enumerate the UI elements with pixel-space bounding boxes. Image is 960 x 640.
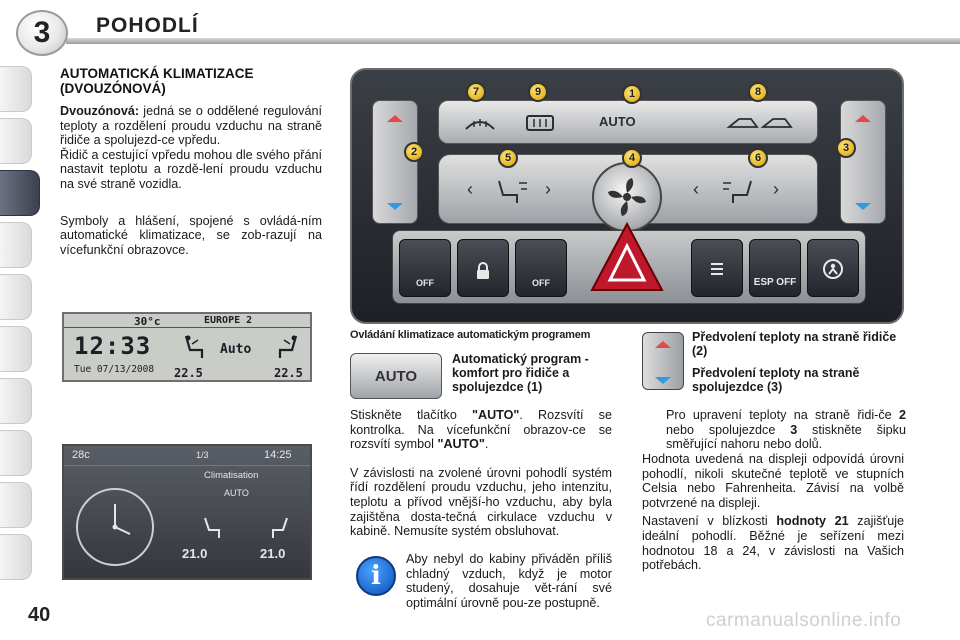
climate-mode: AUTO [224,488,249,498]
chapter-number-badge: 3 [16,10,68,56]
auto-description: V závislosti na zvolené úrovni pohodlí systém řídí rozdělení proudu vzduchu, jeho intenzitu, teplotu a přívod vnější-ho vzduchu, aby byla zajištěna dosta-tečná cirkulace vzduchu v kabině. Nemusíte systém obsluhovat. [350,465,612,539]
callout-7: 7 [466,82,486,102]
callout-5: 5 [498,148,518,168]
side-tab-9[interactable] [0,482,32,528]
child-safety-button[interactable] [807,239,859,297]
callout-1: 1 [622,84,642,104]
air-recirculation-icon[interactable] [725,113,795,133]
esp-off-button[interactable]: ESP OFF [749,239,801,297]
display-value-paragraph: Hodnota uvedená na displeji odpovídá úrovni pohodlí, nikoli skutečné teplotě ve stupních Celsia nebo Fahrenheita. Závisí na volbě potvrzené na displeji. [642,452,904,510]
number-3: 3 [790,422,798,437]
paragraph-2: Řidič a cestující vpředu mohou dle svého přání nastavit teplotu a rozdě-lení proudu vzduchu na své straně vozidla. [60,147,322,191]
chapter-side-tabs [0,66,46,576]
section-title-line2: (DVOUZÓNOVÁ) [60,81,166,96]
panel-caption: Ovládání klimatizace automatickým programem [350,329,591,341]
panel-top-button-row [438,100,818,144]
paragraph-3: Symboly a hlášení, spojené s ovládá-ním automatické klimatizace, se zob-razují na vícefunkční obrazovce. [60,213,322,257]
multifunction-display-mono [62,312,312,382]
side-tab-3-active[interactable] [0,170,40,216]
exterior-temp: 28c [72,449,90,461]
auto-program-heading: Automatický program - komfort pro řidiče a spolujezdce (1) [452,352,589,394]
side-tab-10[interactable] [0,534,32,580]
number-2: 2 [898,408,906,422]
child-lock-icon [822,258,844,280]
passenger-temp-rocker[interactable] [840,100,886,224]
text-fragment: Nastavení v blízkosti [642,514,777,529]
bullet-text [666,408,906,452]
auto-button-image: AUTO [350,353,442,399]
side-tab-4[interactable] [0,222,32,268]
chevron-left-icon[interactable]: ‹ [467,179,473,199]
chapter-title: POHODLÍ [96,14,199,37]
windscreen-demist-icon[interactable] [463,113,497,133]
watermark: carmanualsonline.info [706,610,902,631]
right-column [642,452,904,573]
auto-button-label[interactable]: AUTO [599,114,636,129]
chevron-right-icon[interactable]: › [545,179,551,199]
text-fragment: . [484,437,489,452]
side-tab-5[interactable] [0,274,32,320]
page-indicator: 1/3 [196,450,209,460]
callout-3: 3 [836,138,856,158]
temp-adjust-bullet [644,408,906,452]
central-lock-button[interactable] [457,239,509,297]
chevron-left-icon[interactable]: ‹ [693,179,699,199]
arrow-down-icon [655,377,671,384]
text-fragment: Stiskněte tlačítko [350,408,472,422]
date-text: Tue 07/13/2008 [74,364,155,375]
driver-air-distribution-icon[interactable] [491,177,531,205]
text-fragment: zajišťuje ideální pohodlí. Běžné je seřízení mezi hodnotou 18 a 24, v závislosti na Vašich potřebách. [642,514,904,573]
driver-temp-rocker[interactable] [372,100,418,224]
park-assist-off-button[interactable]: OFF [399,239,451,297]
callout-2: 2 [404,142,424,162]
callout-4: 4 [622,148,642,168]
multifunction-display-color [62,444,312,580]
page-number: 40 [28,604,51,626]
suspension-button[interactable] [691,239,743,297]
lock-icon [475,262,491,280]
display-top-bar [64,446,310,466]
side-tab-8[interactable] [0,430,32,476]
text-fragment: Pro upravení teploty na straně řidi-če [666,408,899,422]
header-bar [66,38,960,44]
clock-time: 14:25 [264,449,292,461]
rear-demist-icon[interactable] [523,113,557,133]
climate-label: Climatisation [204,470,259,481]
suspension-icon [708,260,726,278]
callout-9: 9 [528,82,548,102]
intro-text: jedná se o oddělené regulování teploty a rozdělení proudu vzduchu na straně řidiče a spolujezd-ce vpředu. [60,104,322,148]
radio-region: EUROPE 2 [204,315,253,326]
side-tab-6[interactable] [0,326,32,372]
climate-control-panel-photo [350,68,904,324]
driver-seat-icon [180,334,206,362]
info-icon: i [356,556,396,596]
passenger-temp: 22.5 [274,366,303,380]
ideal-comfort-paragraph [642,514,904,572]
clock-time: 12:33 [74,332,152,360]
callout-8: 8 [748,82,768,102]
chevron-right-icon[interactable]: › [773,179,779,199]
display-status-row [64,314,310,328]
temp-rocker-image [642,332,684,390]
arrow-up-icon [855,115,871,122]
arrow-up-icon [655,341,671,348]
passenger-seat-icon [276,334,302,362]
arrow-down-icon [387,203,403,210]
section-title-line1: AUTOMATICKÁ KLIMATIZACE [60,66,254,81]
analog-clock-icon [76,488,154,566]
side-tab-7[interactable] [0,378,32,424]
driver-temp: 21.0 [182,546,208,561]
side-tab-1[interactable] [0,66,32,112]
auto-keyword: "AUTO" [472,408,520,422]
text-fragment: nebo spolujezdce [666,422,791,437]
auto-keyword: "AUTO" [437,437,485,452]
text-fragment: . Rozsvítí se kontrolka. Na vícefunkční obrazov-ce se rozsvítí symbol [350,408,612,452]
value-21: hodnoty 21 [776,514,849,529]
callout-6: 6 [748,148,768,168]
auto-instructions [350,408,612,452]
intro-paragraph [60,104,322,148]
info-text: Aby nebyl do kabiny přiváděn příliš chladný vzduch, když je motor studený, dosahuje vět-rání své optimální úrovně pou-ze postupně. [406,552,612,610]
text-fragment: stiskněte šipku směřující nahoru nebo dolů. [666,422,906,452]
passenger-temp: 21.0 [260,546,286,561]
driver-seat-icon [200,516,222,542]
arrow-up-icon [387,115,403,122]
arrow-down-icon [855,203,871,210]
passenger-temp-heading: Předvolení teploty na straně spolujezdce (3) [692,366,860,394]
driver-temp-heading: Předvolení teploty na straně řidiče (2) [692,330,897,358]
climate-mode: Auto [220,342,252,357]
driver-temp: 22.5 [174,366,203,380]
middle-column [350,408,612,539]
passenger-seat-icon [270,516,292,542]
exterior-temp: 30°c [134,315,161,328]
left-column [60,66,322,257]
hazard-warning-button[interactable] [588,220,666,294]
sound-off-button[interactable]: OFF [515,239,567,297]
side-tab-2[interactable] [0,118,32,164]
intro-label: Dvouzónová: [60,104,140,118]
passenger-air-distribution-icon[interactable] [719,177,759,205]
